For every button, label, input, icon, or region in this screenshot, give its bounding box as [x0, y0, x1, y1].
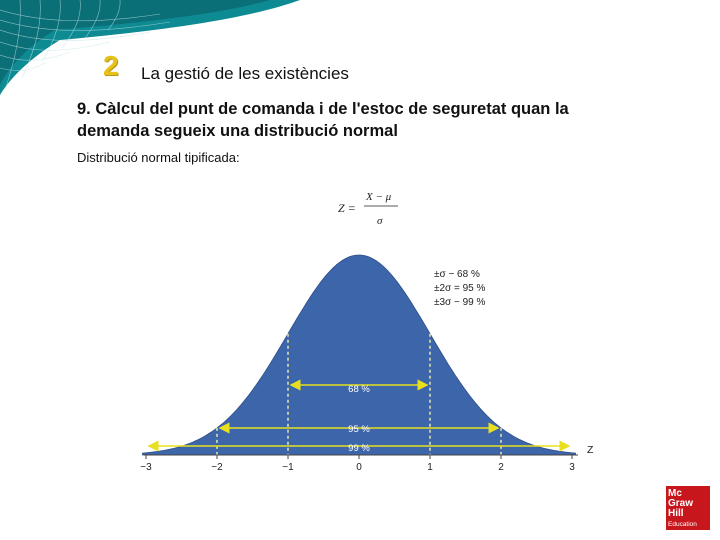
interval-label-95: 95 %	[348, 424, 370, 435]
section-subtitle: Distribució normal tipificada:	[77, 150, 240, 165]
axis-tick-label: −2	[211, 462, 223, 473]
axis-tick-label: 3	[569, 462, 575, 473]
chapter-number: 2	[103, 50, 119, 81]
axis-tick-label: 1	[427, 462, 433, 473]
interval-label-68: 68 %	[348, 384, 370, 395]
logo-line-1: Mc	[668, 488, 682, 499]
legend-line-2: ±2σ = 95 %	[434, 283, 486, 294]
z-axis-label: Z	[587, 444, 594, 456]
axis-tick-label: −3	[140, 462, 152, 473]
mcgraw-hill-logo	[666, 486, 710, 530]
axis-tick-label: 2	[498, 462, 504, 473]
logo-line-4: Education	[668, 521, 697, 528]
logo-line-2: Graw	[668, 498, 694, 509]
section-heading: 9. Càlcul del punt de comanda i de l'estoc de seguretat quan la demanda segueix una distribució normal	[77, 100, 569, 140]
legend-line-1: ±σ − 68 %	[434, 269, 480, 280]
formula-numerator: X − μ	[366, 191, 392, 203]
axis-tick-label: 0	[356, 462, 362, 473]
legend-line-3: ±3σ − 99 %	[434, 297, 486, 308]
axis-tick-label: −1	[282, 462, 294, 473]
logo-line-3: Hill	[668, 508, 684, 519]
formula-denominator: σ	[377, 215, 383, 227]
chapter-title: La gestió de les existències	[141, 64, 349, 83]
formula-lhs: Z =	[338, 201, 356, 215]
interval-label-99: 99 %	[348, 443, 370, 454]
